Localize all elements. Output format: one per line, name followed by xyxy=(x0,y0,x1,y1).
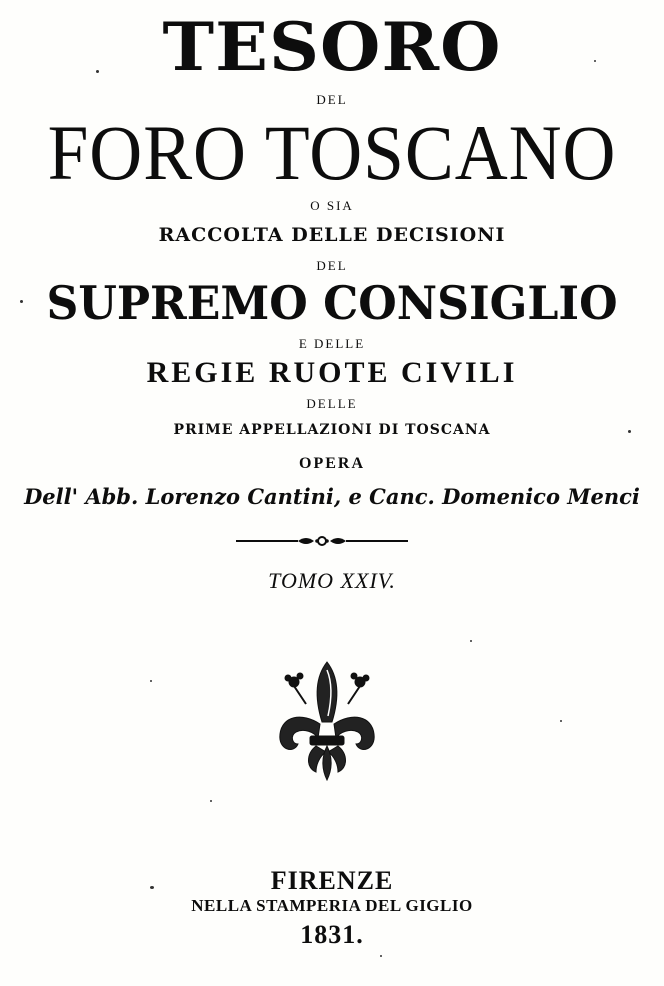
subtitle-prime-appellazioni: PRIME APPELLAZIONI DI TOSCANA xyxy=(173,422,491,438)
connector-delle: DELLE xyxy=(306,396,358,411)
connector-del-2: DEL xyxy=(316,258,348,273)
ornamental-divider xyxy=(236,534,408,548)
paper-speck xyxy=(380,955,382,957)
paper-speck xyxy=(470,640,472,642)
connector-o-sia: O SIA xyxy=(310,198,354,213)
subtitle-raccolta: RACCOLTA DELLE DECISIONI xyxy=(158,224,506,246)
title-supremo-consiglio: SUPREMO CONSIGLIO xyxy=(46,276,618,330)
paper-speck xyxy=(210,800,212,802)
paper-speck xyxy=(150,886,154,889)
connector-del: DEL xyxy=(316,92,348,107)
label-opera: OPERA xyxy=(299,455,365,472)
paper-speck xyxy=(150,680,152,682)
imprint-city: FIRENZE xyxy=(270,866,394,895)
title-tesoro: TESORO xyxy=(162,8,502,86)
paper-speck xyxy=(96,70,99,73)
imprint-press: NELLA STAMPERIA DEL GIGLIO xyxy=(191,896,473,915)
paper-speck xyxy=(594,60,596,62)
fleur-de-lis-icon xyxy=(272,658,382,784)
imprint-year: 1831. xyxy=(300,920,364,949)
paper-speck xyxy=(560,720,562,722)
title-regie-ruote: REGIE RUOTE CIVILI xyxy=(146,356,518,389)
connector-e-delle: E DELLE xyxy=(298,336,366,351)
title-foro-toscano: FORO TOSCANO xyxy=(47,109,617,196)
volume-label: TOMO XXIV. xyxy=(268,568,396,593)
paper-speck xyxy=(20,300,23,303)
authors-line: Dell' Abb. Lorenzo Cantini, e Canc. Domenico Menci xyxy=(24,484,640,509)
paper-speck xyxy=(628,430,631,433)
